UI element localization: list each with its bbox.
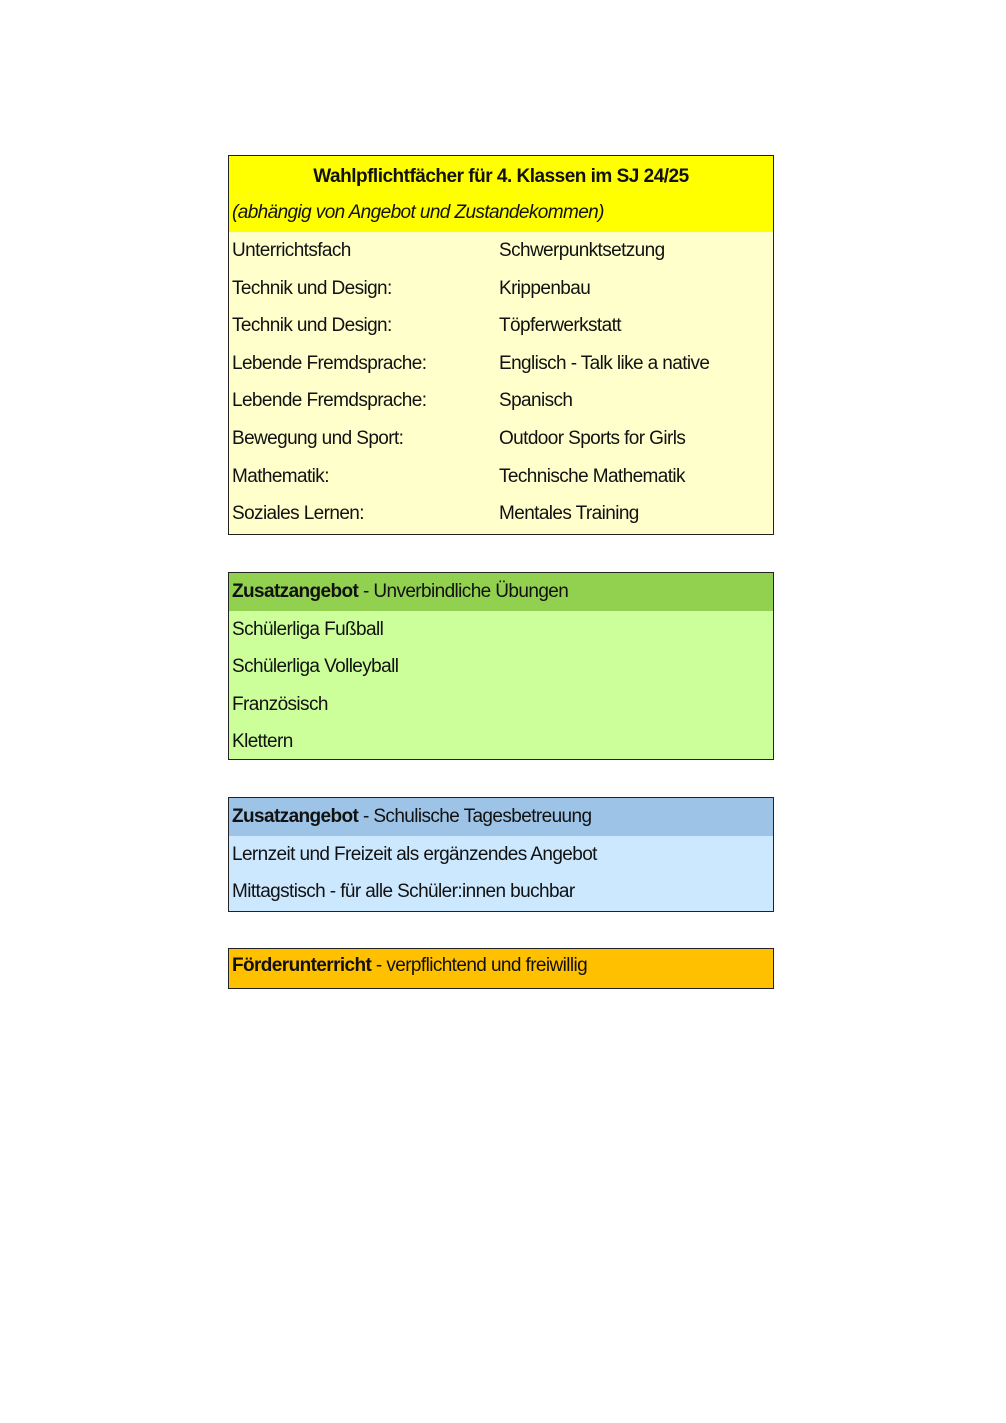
row-focus: Technische Mathematik (499, 465, 685, 487)
table-row (229, 495, 773, 533)
table-row (229, 307, 773, 345)
row-subject: Soziales Lernen: (232, 503, 364, 525)
wahlpflicht-subtitle: (abhängig von Angebot und Zustandekommen) (229, 196, 773, 232)
table-row (229, 345, 773, 383)
tagesbetreuung-header (229, 798, 773, 836)
uebungen-header-rest: - Unverbindliche Übungen (358, 581, 569, 602)
list-item: Französisch (232, 693, 328, 715)
row-subject: Lebende Fremdsprache: (232, 352, 427, 374)
wahlpflicht-header-row (229, 232, 773, 270)
uebungen-table (228, 572, 774, 760)
foerder-header-bold: Förderunterricht (232, 955, 372, 976)
row-subject: Technik und Design: (232, 277, 392, 299)
uebungen-header (229, 573, 773, 611)
table-row (229, 458, 773, 496)
row-focus: Töpferwerkstatt (499, 315, 621, 337)
table-row (229, 382, 773, 420)
header-subject: Unterrichtsfach (232, 240, 351, 261)
wahlpflicht-table (228, 155, 774, 535)
table-row (229, 270, 773, 308)
row-focus: Outdoor Sports for Girls (499, 427, 686, 449)
tagesbetreuung-header-bold: Zusatzangebot (232, 806, 359, 827)
foerder-table (228, 948, 774, 989)
list-item: Klettern (232, 731, 293, 753)
uebungen-header-bold: Zusatzangebot (232, 581, 359, 602)
list-item: Lernzeit und Freizeit als ergänzendes Angebot (232, 843, 597, 865)
row-focus: Englisch - Talk like a native (499, 352, 710, 374)
row-subject: Mathematik: (232, 465, 329, 487)
list-item: Schülerliga Fußball (232, 618, 384, 640)
row-subject: Bewegung und Sport: (232, 427, 404, 449)
tagesbetreuung-header-rest: - Schulische Tagesbetreuung (358, 806, 592, 827)
row-focus: Spanisch (499, 390, 573, 412)
tagesbetreuung-table (228, 797, 774, 912)
list-item: Schülerliga Volleyball (232, 656, 399, 678)
row-focus: Mentales Training (499, 503, 639, 525)
table-row (229, 420, 773, 458)
foerder-header (229, 949, 773, 986)
row-subject: Lebende Fremdsprache: (232, 390, 427, 412)
list-item: Mittagstisch - für alle Schüler:innen buchbar (232, 881, 575, 903)
wahlpflicht-title: Wahlpflichtfächer für 4. Klassen im SJ 24/25 (229, 156, 773, 196)
row-subject: Technik und Design: (232, 315, 392, 337)
row-focus: Krippenbau (499, 277, 591, 299)
foerder-header-rest: - verpflichtend und freiwillig (371, 955, 588, 976)
header-focus: Schwerpunktsetzung (499, 240, 665, 261)
